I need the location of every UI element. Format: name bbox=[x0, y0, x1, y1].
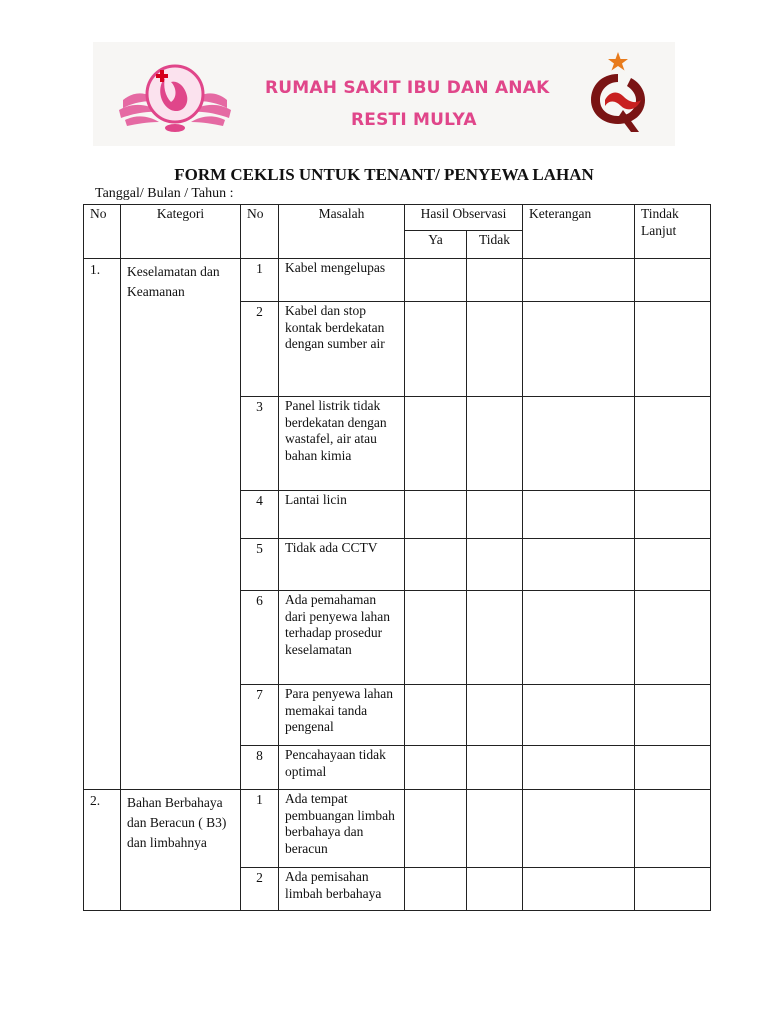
tindak-lanjut-cell[interactable] bbox=[635, 539, 711, 591]
tindak-lanjut-cell[interactable] bbox=[635, 685, 711, 746]
item-masalah: Lantai licin bbox=[279, 491, 405, 539]
keterangan-cell[interactable] bbox=[523, 397, 635, 491]
item-masalah: Para penyewa lahan memakai tanda pengenal bbox=[279, 685, 405, 746]
keterangan-cell[interactable] bbox=[523, 746, 635, 790]
ya-cell[interactable] bbox=[405, 302, 467, 397]
keterangan-cell[interactable] bbox=[523, 302, 635, 397]
ya-cell[interactable] bbox=[405, 491, 467, 539]
item-masalah: Kabel mengelupas bbox=[279, 259, 405, 302]
ya-cell[interactable] bbox=[405, 397, 467, 491]
tidak-cell[interactable] bbox=[467, 790, 523, 868]
hospital-name: RUMAH SAKIT IBU DAN ANAK bbox=[265, 78, 550, 98]
hospital-banner bbox=[93, 42, 675, 146]
header-masalah: Masalah bbox=[279, 205, 405, 259]
item-masalah: Pencahayaan tidak optimal bbox=[279, 746, 405, 790]
ya-cell[interactable] bbox=[405, 539, 467, 591]
tindak-lanjut-cell[interactable] bbox=[635, 591, 711, 685]
tidak-cell[interactable] bbox=[467, 591, 523, 685]
keterangan-cell[interactable] bbox=[523, 591, 635, 685]
item-no: 2 bbox=[241, 868, 279, 911]
header-ya: Ya bbox=[405, 231, 467, 259]
tidak-cell[interactable] bbox=[467, 685, 523, 746]
keterangan-cell[interactable] bbox=[523, 491, 635, 539]
item-masalah: Tidak ada CCTV bbox=[279, 539, 405, 591]
keterangan-cell[interactable] bbox=[523, 259, 635, 302]
header-row bbox=[84, 205, 711, 231]
tidak-cell[interactable] bbox=[467, 397, 523, 491]
form-title: FORM CEKLIS UNTUK TENANT/ PENYEWA LAHAN bbox=[174, 165, 594, 184]
group-no: 1. bbox=[84, 259, 121, 790]
table-row bbox=[84, 259, 711, 302]
tidak-cell[interactable] bbox=[467, 868, 523, 911]
header-tidak: Tidak bbox=[467, 231, 523, 259]
ya-cell[interactable] bbox=[405, 685, 467, 746]
item-no: 5 bbox=[241, 539, 279, 591]
item-masalah: Panel listrik tidak berdekatan dengan wastafel, air atau bahan kimia bbox=[279, 397, 405, 491]
checklist-table bbox=[83, 204, 711, 911]
header-tindak-lanjut: Tindak Lanjut bbox=[635, 205, 711, 259]
tidak-cell[interactable] bbox=[467, 746, 523, 790]
item-no: 7 bbox=[241, 685, 279, 746]
ya-cell[interactable] bbox=[405, 868, 467, 911]
keterangan-cell[interactable] bbox=[523, 790, 635, 868]
ya-cell[interactable] bbox=[405, 746, 467, 790]
header-keterangan: Keterangan bbox=[523, 205, 635, 259]
tindak-lanjut-cell[interactable] bbox=[635, 259, 711, 302]
tindak-lanjut-cell[interactable] bbox=[635, 868, 711, 911]
tidak-cell[interactable] bbox=[467, 539, 523, 591]
group-kategori: Keselamatan dan Keamanan bbox=[121, 259, 241, 790]
keterangan-cell[interactable] bbox=[523, 539, 635, 591]
ya-cell[interactable] bbox=[405, 259, 467, 302]
keterangan-cell[interactable] bbox=[523, 685, 635, 746]
header-kategori: Kategori bbox=[121, 205, 241, 259]
header-hasil-observasi: Hasil Observasi bbox=[405, 205, 523, 231]
item-masalah: Kabel dan stop kontak berdekatan dengan sumber air bbox=[279, 302, 405, 397]
tidak-cell[interactable] bbox=[467, 259, 523, 302]
tidak-cell[interactable] bbox=[467, 491, 523, 539]
tindak-lanjut-cell[interactable] bbox=[635, 790, 711, 868]
hospital-subname: RESTI MULYA bbox=[351, 110, 477, 130]
item-no: 3 bbox=[241, 397, 279, 491]
item-no: 1 bbox=[241, 259, 279, 302]
table-row bbox=[84, 790, 711, 868]
header-no-item: No bbox=[241, 205, 279, 259]
item-masalah: Ada pemisahan limbah berbahaya bbox=[279, 868, 405, 911]
item-masalah: Ada tempat pembuangan limbah berbahaya dan beracun bbox=[279, 790, 405, 868]
tindak-lanjut-cell[interactable] bbox=[635, 491, 711, 539]
tidak-cell[interactable] bbox=[467, 302, 523, 397]
item-no: 6 bbox=[241, 591, 279, 685]
date-label: Tanggal/ Bulan / Tahun : bbox=[95, 186, 234, 201]
keterangan-cell[interactable] bbox=[523, 868, 635, 911]
ya-cell[interactable] bbox=[405, 591, 467, 685]
item-masalah: Ada pemahaman dari penyewa lahan terhadap prosedur keselamatan bbox=[279, 591, 405, 685]
mother-baby-wings-logo bbox=[115, 56, 235, 136]
item-no: 2 bbox=[241, 302, 279, 397]
header-no: No bbox=[84, 205, 121, 259]
tindak-lanjut-cell[interactable] bbox=[635, 746, 711, 790]
group-kategori: Bahan Berbahaya dan Beracun ( B3) dan limbahnya bbox=[121, 790, 241, 911]
tindak-lanjut-cell[interactable] bbox=[635, 397, 711, 491]
item-no: 4 bbox=[241, 491, 279, 539]
tindak-lanjut-cell[interactable] bbox=[635, 302, 711, 397]
item-no: 8 bbox=[241, 746, 279, 790]
group-no: 2. bbox=[84, 790, 121, 911]
ya-cell[interactable] bbox=[405, 790, 467, 868]
item-no: 1 bbox=[241, 790, 279, 868]
hospital-emblem-logo bbox=[583, 50, 653, 138]
